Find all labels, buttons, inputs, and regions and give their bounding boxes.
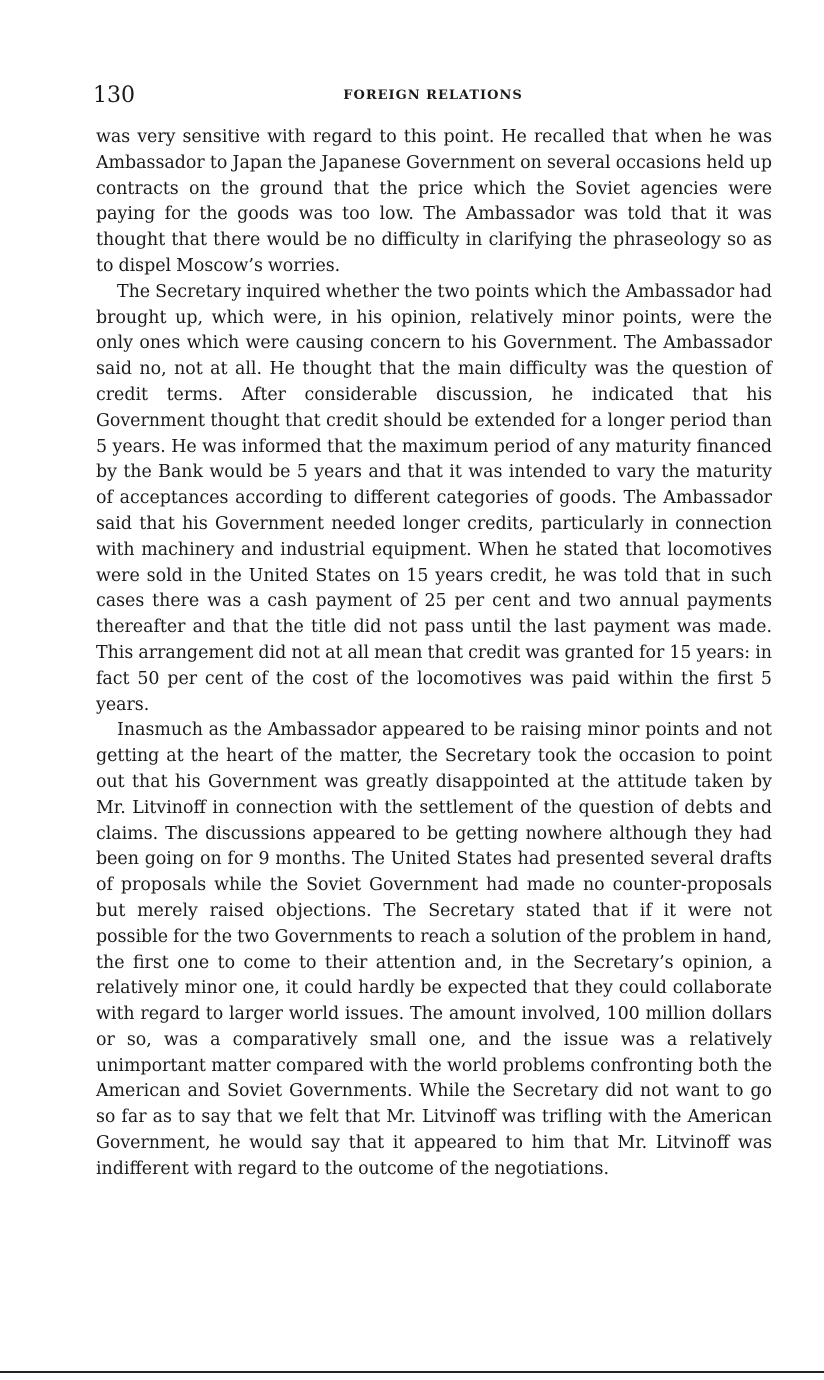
paragraph-1: was very sensitive with regard to this point. He recalled that when he was Ambassador to Japan the Japanese Government on several occasions held up contracts on the ground that the price which the Soviet agencies were paying for the goods was too low. The Ambassador was told that it was thought that there would be no difficulty in clarifying the phraseology so as to dispel Moscow’s worries. — [96, 127, 772, 276]
paragraph-2: The Secretary inquired whether the two points which the Ambassador had brought up, which were, in his opinion, relatively minor points, were the only ones which were causing concern to his Government. The Ambassador said no, not at all. He thought that the main difficulty was the question of credit terms. After considerable discussion, he indicated that his Government thought that credit should be extended for a longer period than 5 years. He was informed that the maximum period of any maturity financed by the Bank would be 5 years and that it was intended to vary the maturity of acceptances according to different categories of goods. The Ambassador said that his Government needed longer credits, particularly in connection with machinery and industrial equipment. When he stated that locomotives were sold in the United States on 15 years credit, he was told that in such cases there was a cash payment of 25 per cent and two annual payments thereafter and that the title did not pass until the last payment was made. This arrangement did not at all mean that credit was granted for 15 years: in fact 50 per cent of the cost of the locomotives was paid within the first 5 years. — [96, 281, 772, 715]
paragraph-3: Inasmuch as the Ambassador appeared to be raising minor points and not getting at the heart of the matter, the Secretary took the occasion to point out that his Government was greatly disappointed at the attitude taken by Mr. Litvinoff in connection with the settlement of the question of debts and claims. The discussions appeared to be getting nowhere although they had been going on for 9 months. The United States had presented several drafts of proposals while the Soviet Government had made no counter-proposals but merely raised objections. The Secretary stated that if it were not possible for the two Governments to reach a solution of the problem in hand, the first one to come to their attention and, in the Secretary’s opinion, a relatively minor one, it could hardly be expected that they could collaborate with regard to larger world issues. The amount involved, 100 million dollars or so, was a comparatively small one, and the issue was a relatively unimportant matter compared with the world problems confronting both the American and Soviet Governments. While the Secretary did not want to go so far as to say that we felt that Mr. Litvinoff was trifling with the American Government, he would say that it appeared to him that Mr. Litvinoff was indifferent with regard to the outcome of the negotiations. — [96, 720, 772, 1179]
bottom-edge-rule — [0, 1371, 824, 1373]
body-text — [96, 125, 772, 1183]
running-head: FOREIGN RELATIONS — [343, 88, 523, 103]
page-header — [93, 84, 773, 114]
page-number: 130 — [93, 83, 135, 108]
